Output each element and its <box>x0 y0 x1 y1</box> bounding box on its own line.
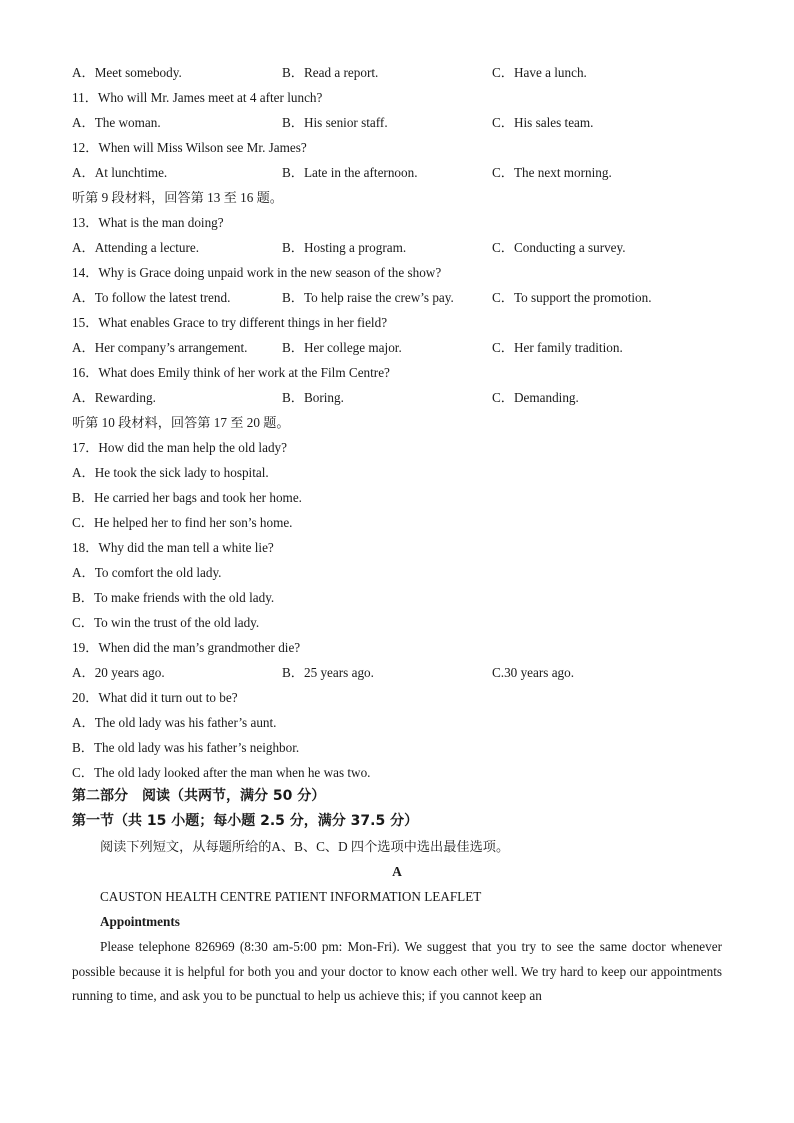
option-c: C．The next morning. <box>492 165 612 180</box>
option-c: C．Her family tradition. <box>492 340 623 355</box>
question-line: A．To comfort the old lady. <box>72 565 222 580</box>
option-b: B．Hosting a program. <box>282 240 407 255</box>
question-line: 16．What does Emily think of her work at the Film Centre? <box>72 365 390 380</box>
question-line: 17．How did the man help the old lady? <box>72 440 287 455</box>
option-row <box>72 237 734 259</box>
appointments-paragraph: Please telephone 826969 (8:30 am-5:00 pm: Mon-Fri). We suggest that you try to see the same doctor whenever possible because it is helpful for both you and your doctor to know each other well. We try hard to keep our appointments running to time, and ask you to be punctual to help us achieve this; if you cannot keep an <box>72 939 722 1003</box>
option-b: B．To help raise the crew’s pay. <box>282 290 454 305</box>
option-c: C．Have a lunch. <box>492 65 587 80</box>
option-b: B．Read a report. <box>282 65 379 80</box>
question-line: C．The old lady looked after the man when he was two. <box>72 765 371 780</box>
question-line: 听第 10 段材料，回答第 17 至 20 题。 <box>72 415 290 430</box>
question-line: 19．When did the man’s grandmother die? <box>72 640 301 655</box>
option-c: C.30 years ago. <box>492 665 575 680</box>
option-row <box>72 387 734 409</box>
question-line: 20．What did it turn out to be? <box>72 690 238 705</box>
reading-instruction: 阅读下列短文，从每题所给的A、B、C、D 四个选项中选出最佳选项。 <box>100 839 510 854</box>
option-a: A．To follow the latest trend. <box>72 290 231 305</box>
question-line: 11．Who will Mr. James meet at 4 after lunch? <box>72 90 323 105</box>
question-line: B．He carried her bags and took her home. <box>72 490 302 505</box>
option-a: A．Meet somebody. <box>72 65 182 80</box>
option-c: C．Conducting a survey. <box>492 240 626 255</box>
question-line: B．The old lady was his father’s neighbor. <box>72 740 300 755</box>
option-c: C．His sales team. <box>492 115 594 130</box>
question-line: 12．When will Miss Wilson see Mr. James? <box>72 140 307 155</box>
part2-heading: 第二部分 阅读（共两节，满分 50 分） <box>72 788 326 804</box>
question-line: C．To win the trust of the old lady. <box>72 615 260 630</box>
option-a: A．At lunchtime. <box>72 165 168 180</box>
option-a: A．Attending a lecture. <box>72 240 200 255</box>
question-line: 13．What is the man doing? <box>72 215 224 230</box>
leaflet-title: CAUSTON HEALTH CENTRE PATIENT INFORMATION LEAFLET <box>100 889 482 904</box>
option-a: A．20 years ago. <box>72 665 165 680</box>
option-b: B．Late in the afternoon. <box>282 165 418 180</box>
passage-letter: A <box>392 864 402 879</box>
question-line: A．The old lady was his father’s aunt. <box>72 715 277 730</box>
option-a: A．Rewarding. <box>72 390 156 405</box>
option-a: A．The woman. <box>72 115 161 130</box>
option-row <box>72 337 734 359</box>
option-b: B．Her college major. <box>282 340 402 355</box>
option-row <box>72 112 734 134</box>
question-line: C．He helped her to find her son’s home. <box>72 515 293 530</box>
option-b: B．Boring. <box>282 390 344 405</box>
option-b: B．25 years ago. <box>282 665 374 680</box>
option-row <box>72 287 734 309</box>
appointments-heading: Appointments <box>100 914 180 929</box>
section1-heading: 第一节（共 15 小题；每小题 2.5 分，满分 37.5 分） <box>72 813 419 829</box>
option-c: C．To support the promotion. <box>492 290 652 305</box>
question-line: A．He took the sick lady to hospital. <box>72 465 269 480</box>
question-line: 15．What enables Grace to try different things in her field? <box>72 315 388 330</box>
option-a: A．Her company’s arrangement. <box>72 340 248 355</box>
option-row <box>72 662 734 684</box>
option-b: B．His senior staff. <box>282 115 388 130</box>
question-line: 14．Why is Grace doing unpaid work in the new season of the show? <box>72 265 442 280</box>
option-c: C．Demanding. <box>492 390 579 405</box>
option-row <box>72 62 734 84</box>
question-line: 18．Why did the man tell a white lie? <box>72 540 274 555</box>
question-line: 听第 9 段材料，回答第 13 至 16 题。 <box>72 190 283 205</box>
question-line: B．To make friends with the old lady. <box>72 590 275 605</box>
option-row <box>72 162 734 184</box>
